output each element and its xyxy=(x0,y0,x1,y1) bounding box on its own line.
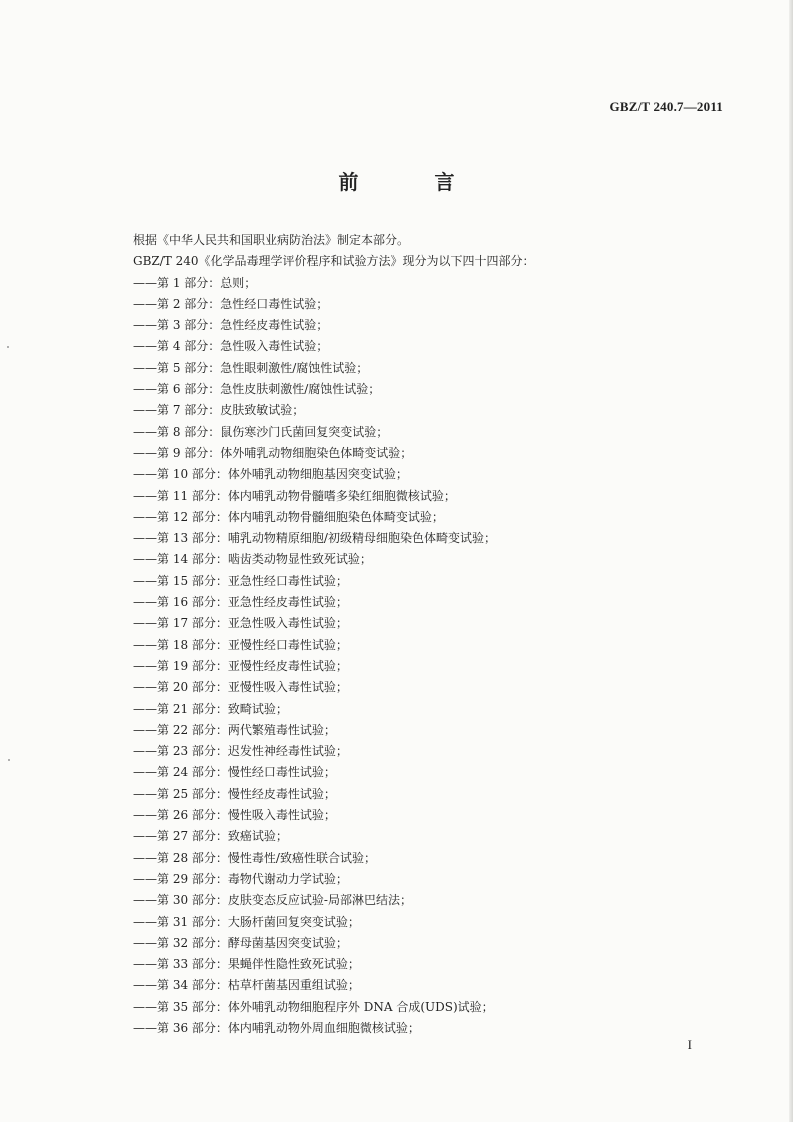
part-list-item: ——第 35 部分：体外哺乳动物细胞程序外 DNA 合成(UDS)试验； xyxy=(133,999,494,1014)
part-list-item: ——第 21 部分：致畸试验； xyxy=(133,701,288,716)
part-list-item: ——第 10 部分：体外哺乳动物细胞基因突变试验； xyxy=(133,467,408,482)
part-list-item: ——第 16 部分：亚急性经皮毒性试验； xyxy=(133,595,348,610)
part-list-item: ——第 5 部分：急性眼刺激性/腐蚀性试验； xyxy=(133,360,369,375)
part-list-item: ——第 18 部分：亚慢性经口毒性试验； xyxy=(133,637,348,652)
part-list-item: ——第 33 部分：果蝇伴性隐性致死试验； xyxy=(133,957,360,972)
part-list-item: ——第 17 部分：亚急性吸入毒性试验； xyxy=(133,616,348,631)
part-list-item: ——第 27 部分：致癌试验； xyxy=(133,829,288,844)
part-list-item: ——第 24 部分：慢性经口毒性试验； xyxy=(133,765,336,780)
intro-paragraph: GBZ/T 240《化学品毒理学评价程序和试验方法》现分为以下四十四部分： xyxy=(133,254,535,269)
part-list-item: ——第 3 部分：急性经皮毒性试验； xyxy=(133,318,329,333)
part-list-item: ——第 31 部分：大肠杆菌回复突变试验； xyxy=(133,914,360,929)
part-list-item: ——第 14 部分：啮齿类动物显性致死试验； xyxy=(133,552,372,567)
part-list-item: ——第 25 部分：慢性经皮毒性试验； xyxy=(133,786,336,801)
part-list-item: ——第 19 部分：亚慢性经皮毒性试验； xyxy=(133,658,348,673)
part-list-item: ——第 2 部分：急性经口毒性试验； xyxy=(133,296,329,311)
part-list-item: ——第 23 部分：迟发性神经毒性试验； xyxy=(133,744,348,759)
part-list-item: ——第 22 部分：两代繁殖毒性试验； xyxy=(133,722,336,737)
part-list-item: ——第 1 部分：总则； xyxy=(133,275,257,290)
part-list-item: ——第 9 部分：体外哺乳动物细胞染色体畸变试验； xyxy=(133,445,413,460)
part-list-item: ——第 8 部分：鼠伤寒沙门氏菌回复突变试验； xyxy=(133,424,389,439)
part-list-item: ——第 20 部分：亚慢性吸入毒性试验； xyxy=(133,680,348,695)
part-list-item: ——第 34 部分：枯草杆菌基因重组试验； xyxy=(133,978,360,993)
page-number: I xyxy=(687,1037,692,1052)
part-list-item: ——第 36 部分：体内哺乳动物外周血细胞微核试验； xyxy=(133,1020,420,1035)
intro-paragraph: 根据《中华人民共和国职业病防治法》制定本部分。 xyxy=(133,233,410,247)
part-list-item: ——第 6 部分：急性皮肤刺激性/腐蚀性试验； xyxy=(133,382,381,397)
parts-list xyxy=(133,273,733,1040)
part-list-item: ——第 12 部分：体内哺乳动物骨髓细胞染色体畸变试验； xyxy=(133,509,444,524)
standard-code: GBZ/T 240.7—2011 xyxy=(609,99,723,114)
page-title: 前 言 xyxy=(338,170,483,194)
part-list-item: ——第 4 部分：急性吸入毒性试验； xyxy=(133,339,329,354)
part-list-item: ——第 7 部分：皮肤致敏试验； xyxy=(133,403,305,418)
scan-speck xyxy=(7,346,9,348)
part-list-item: ——第 26 部分：慢性吸入毒性试验； xyxy=(133,808,336,823)
scan-speck xyxy=(8,759,10,761)
part-list-item: ——第 29 部分：毒物代谢动力学试验； xyxy=(133,871,348,886)
part-list-item: ——第 32 部分：酵母菌基因突变试验； xyxy=(133,935,348,950)
part-list-item: ——第 15 部分：亚急性经口毒性试验； xyxy=(133,573,348,588)
part-list-item: ——第 30 部分：皮肤变态反应试验-局部淋巴结法； xyxy=(133,893,412,908)
part-list-item: ——第 28 部分：慢性毒性/致癌性联合试验； xyxy=(133,850,376,865)
part-list-item: ——第 13 部分：哺乳动物精原细胞/初级精母细胞染色体畸变试验； xyxy=(133,531,496,546)
foreword-body xyxy=(133,230,733,1039)
part-list-item: ——第 11 部分：体内哺乳动物骨髓嗜多染红细胞微核试验； xyxy=(133,488,456,503)
